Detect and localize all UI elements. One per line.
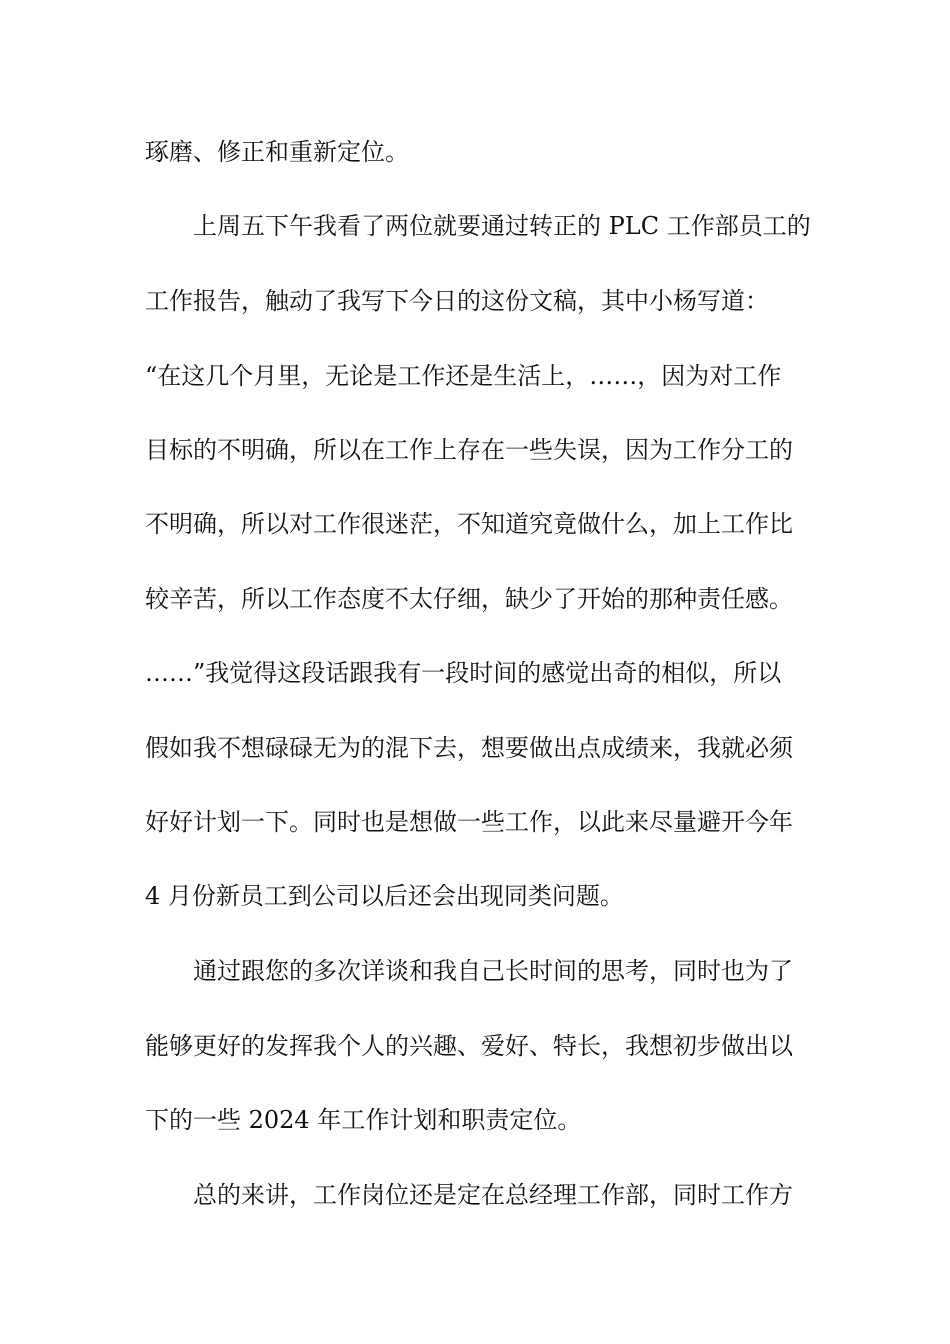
text-line: 4 月份新员工到公司以后还会出现同类问题。 (145, 882, 624, 910)
text-line: 下的一些 2024 年工作计划和职责定位。 (145, 1106, 582, 1134)
text-line: 好好计划一下。同时也是想做一些工作，以此来尽量避开今年 (145, 808, 793, 836)
text-line: 不明确，所以对工作很迷茫，不知道究竟做什么，加上工作比 (145, 510, 793, 538)
text-line: 琢磨、修正和重新定位。 (145, 138, 409, 166)
text-line: 能够更好的发挥我个人的兴趣、爱好、特长，我想初步做出以 (145, 1032, 793, 1060)
paragraph-first-line: 总的来讲，工作岗位还是定在总经理工作部，同时工作方 (193, 1181, 793, 1209)
text-line: 较辛苦，所以工作态度不太仔细，缺少了开始的那种责任感。 (145, 585, 793, 613)
text-line: 工作报告，触动了我写下今日的这份文稿，其中小杨写道： (145, 287, 769, 315)
text-line: ……”我觉得这段话跟我有一段时间的感觉出奇的相似，所以 (145, 659, 782, 687)
text-line: 目标的不明确，所以在工作上存在一些失误，因为工作分工的 (145, 436, 793, 464)
text-line: 假如我不想碌碌无为的混下去，想要做出点成绩来，我就必须 (145, 734, 793, 762)
paragraph-first-line: 通过跟您的多次详谈和我自己长时间的思考，同时也为了 (193, 957, 793, 985)
paragraph-first-line: 上周五下午我看了两位就要通过转正的 PLC 工作部员工的 (193, 212, 811, 240)
text-line: “在这几个月里，无论是工作还是生活上，……，因为对工作 (145, 362, 782, 390)
